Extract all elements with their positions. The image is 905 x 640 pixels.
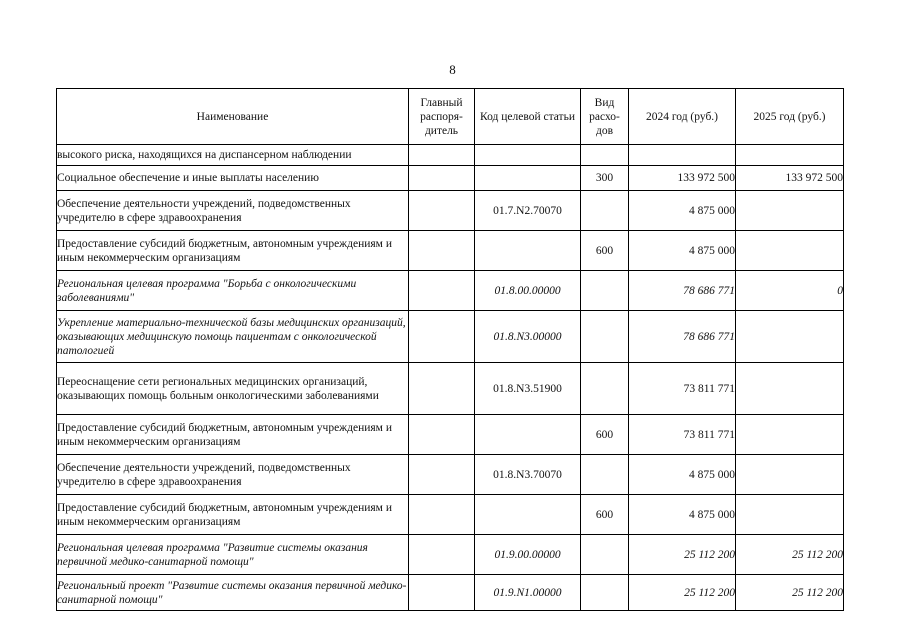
row-name: высокого риска, находящихся на диспансерном наблюдении (57, 145, 409, 166)
row-vid (581, 363, 629, 415)
row-vid (581, 575, 629, 611)
row-glav (409, 575, 475, 611)
row-2024: 78 686 771 (629, 311, 736, 363)
row-name: Региональный проект "Развитие системы оказания первичной медико-санитарной помощи" (57, 575, 409, 611)
row-2025 (736, 191, 844, 231)
row-code: 01.8.N3.70070 (475, 455, 581, 495)
row-2024: 25 112 200 (629, 575, 736, 611)
row-2025 (736, 415, 844, 455)
row-vid (581, 191, 629, 231)
row-glav (409, 191, 475, 231)
table-row (57, 271, 844, 311)
row-code: 01.7.N2.70070 (475, 191, 581, 231)
table-header-row (57, 89, 844, 145)
header-name: Наименование (57, 89, 409, 145)
row-code (475, 231, 581, 271)
row-2025 (736, 495, 844, 535)
row-code (475, 495, 581, 535)
row-glav (409, 495, 475, 535)
table-row (57, 363, 844, 415)
row-2024: 73 811 771 (629, 363, 736, 415)
row-2025 (736, 145, 844, 166)
row-glav (409, 415, 475, 455)
row-vid (581, 271, 629, 311)
row-2024: 4 875 000 (629, 191, 736, 231)
row-2025: 25 112 200 (736, 575, 844, 611)
row-2025 (736, 231, 844, 271)
header-code: Код целевой статьи (475, 89, 581, 145)
row-2024: 133 972 500 (629, 166, 736, 191)
page-number: 8 (449, 62, 456, 77)
table-row (57, 455, 844, 495)
row-glav (409, 231, 475, 271)
row-vid (581, 145, 629, 166)
row-code (475, 415, 581, 455)
row-glav (409, 455, 475, 495)
row-glav (409, 363, 475, 415)
row-2024: 73 811 771 (629, 415, 736, 455)
row-2025: 0 (736, 271, 844, 311)
row-code: 01.8.N3.00000 (475, 311, 581, 363)
row-vid: 600 (581, 415, 629, 455)
table-row (57, 415, 844, 455)
table-row (57, 311, 844, 363)
row-code (475, 145, 581, 166)
row-2025 (736, 455, 844, 495)
row-2025 (736, 363, 844, 415)
row-code: 01.9.00.00000 (475, 535, 581, 575)
row-name: Социальное обеспечение и иные выплаты населению (57, 166, 409, 191)
row-vid: 600 (581, 231, 629, 271)
header-2025: 2025 год (руб.) (736, 89, 844, 145)
header-2024: 2024 год (руб.) (629, 89, 736, 145)
row-2024: 4 875 000 (629, 495, 736, 535)
row-name: Переоснащение сети региональных медицинских организаций, оказывающих помощь больным онкологическими заболеваниями (57, 363, 409, 415)
row-glav (409, 535, 475, 575)
table-row (57, 535, 844, 575)
row-code: 01.8.00.00000 (475, 271, 581, 311)
row-2024: 4 875 000 (629, 455, 736, 495)
table-row (57, 166, 844, 191)
table-row (57, 495, 844, 535)
row-name: Обеспечение деятельности учреждений, подведомственных учредителю в сфере здравоохранения (57, 191, 409, 231)
row-name: Региональная целевая программа "Развитие системы оказания первичной медико-санитарной помощи" (57, 535, 409, 575)
row-name: Укрепление материально-технической базы медицинских организаций, оказывающих медицинскую помощь пациентам с онкологической патологией (57, 311, 409, 363)
row-code (475, 166, 581, 191)
row-2024: 78 686 771 (629, 271, 736, 311)
row-vid: 600 (581, 495, 629, 535)
row-name: Предоставление субсидий бюджетным, автономным учреждениям и иным некоммерческим организациям (57, 415, 409, 455)
row-code: 01.8.N3.51900 (475, 363, 581, 415)
row-glav (409, 311, 475, 363)
budget-table (56, 88, 844, 611)
table-row (57, 575, 844, 611)
row-name: Обеспечение деятельности учреждений, подведомственных учредителю в сфере здравоохранения (57, 455, 409, 495)
row-glav (409, 145, 475, 166)
row-vid (581, 311, 629, 363)
row-2025: 25 112 200 (736, 535, 844, 575)
row-vid (581, 455, 629, 495)
row-glav (409, 271, 475, 311)
row-2024: 4 875 000 (629, 231, 736, 271)
row-2025: 133 972 500 (736, 166, 844, 191)
row-2025 (736, 311, 844, 363)
row-name: Предоставление субсидий бюджетным, автономным учреждениям и иным некоммерческим организациям (57, 231, 409, 271)
row-code: 01.9.N1.00000 (475, 575, 581, 611)
table-row (57, 231, 844, 271)
row-vid: 300 (581, 166, 629, 191)
table-row (57, 191, 844, 231)
row-2024 (629, 145, 736, 166)
table-row (57, 145, 844, 166)
row-name: Региональная целевая программа "Борьба с онкологическими заболеваниями" (57, 271, 409, 311)
header-vid: Вид расхо-дов (581, 89, 629, 145)
row-vid (581, 535, 629, 575)
row-glav (409, 166, 475, 191)
row-name: Предоставление субсидий бюджетным, автономным учреждениям и иным некоммерческим организациям (57, 495, 409, 535)
row-2024: 25 112 200 (629, 535, 736, 575)
header-glav: Главный распоря-дитель (409, 89, 475, 145)
